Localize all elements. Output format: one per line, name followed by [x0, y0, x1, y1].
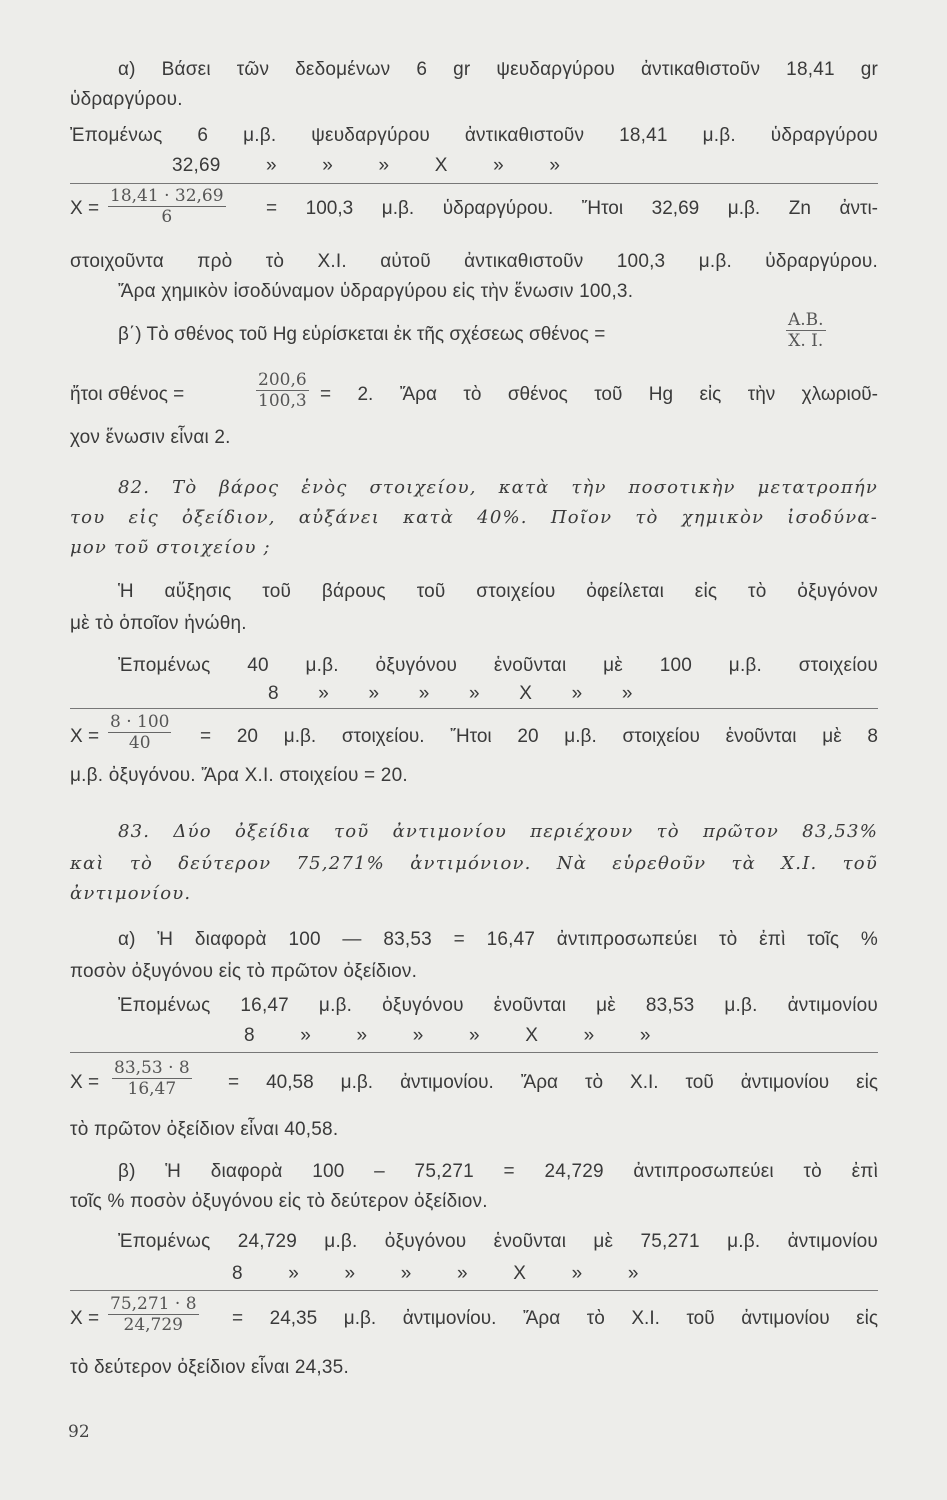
- numerator: 8 · 100: [110, 712, 170, 732]
- text-line: Ἐπομένως 40 μ.β. ὀξυγόνου ἑνοῦνται μὲ 100 μ.β. στοιχείου: [118, 655, 878, 676]
- numerator: 75,271 · 8: [110, 1294, 197, 1314]
- x-equals: X =: [70, 1072, 100, 1093]
- text-line: Ἐπομένως 6 μ.β. ψευδαργύρου ἀντικαθιστοῦν 18,41 μ.β. ὑδραργύρου: [70, 125, 878, 146]
- text-line: = 100,3 μ.β. ὑδραργύρου. Ἤτοι 32,69 μ.β. Zn ἀντι-: [266, 198, 878, 219]
- proportion-line: 32,69 » » » X » »: [172, 155, 561, 176]
- problem-82-title: 82. Τὸ βάρος ἑνὸς στοιχείου, κατὰ τὴν ποσοτικὴν μετατροπήν: [118, 477, 878, 498]
- page-number: 92: [68, 1422, 90, 1442]
- fraction: [256, 370, 309, 411]
- denominator: 40: [108, 732, 171, 753]
- problem-83-title: ἀντιμονίου.: [70, 883, 192, 904]
- denominator: 24,729: [108, 1314, 199, 1335]
- x-equals: X =: [70, 198, 100, 219]
- proportion-line: 8 » » » » X » »: [268, 683, 633, 704]
- problem-82-title: μον τοῦ στοιχείου ;: [70, 537, 271, 558]
- denominator: Χ. Ι.: [786, 330, 826, 351]
- divider: [70, 183, 878, 184]
- proportion-line: 8 » » » » X » »: [232, 1263, 639, 1284]
- proportion-line: 8 » » » » X » »: [244, 1025, 651, 1046]
- text-line: α) Βάσει τῶν δεδομένων 6 gr ψευδαργύρου ἀντικαθιστοῦν 18,41 gr: [118, 59, 878, 80]
- fraction: [108, 186, 226, 227]
- text-line: Ἐπομένως 16,47 μ.β. ὀξυγόνου ἑνοῦνται μὲ 83,53 μ.β. ἀντιμονίου: [118, 995, 878, 1016]
- text-line: ὑδραργύρου.: [70, 89, 183, 110]
- text-line: = 24,35 μ.β. ἀντιμονίου. Ἄρα τὸ X.I. τοῦ ἀντιμονίου εἰς: [232, 1308, 878, 1329]
- numerator: 18,41 · 32,69: [110, 186, 224, 206]
- problem-82-title: του εἰς ὀξείδιον, αὐξάνει κατὰ 40%. Ποῖον τὸ χημικὸν ἰσοδύνα-: [70, 507, 878, 528]
- x-equals: X =: [70, 726, 100, 747]
- text-line: τὸ δεύτερον ὀξείδιον εἶναι 24,35.: [70, 1357, 349, 1378]
- fraction: [786, 310, 826, 351]
- text-line: τοῖς % ποσὸν ὀξυγόνου εἰς τὸ δεύτερον ὀξείδιον.: [70, 1191, 488, 1212]
- problem-83-title: καὶ τὸ δεύτερον 75,271% ἀντιμόνιον. Νὰ εὑρεθοῦν τὰ X.I. τοῦ: [70, 853, 878, 874]
- denominator: 100,3: [258, 391, 307, 411]
- text-line: = 2. Ἄρα τὸ σθένος τοῦ Hg εἰς τὴν χλωριοῦ-: [320, 384, 878, 405]
- text-line: Ἐπομένως 24,729 μ.β. ὀξυγόνου ἑνοῦνται μὲ 75,271 μ.β. ἀντιμονίου: [118, 1231, 878, 1252]
- text-line: Ἡ αὔξησις τοῦ βάρους τοῦ στοιχείου ὀφείλεται εἰς τὸ ὀξυγόνον: [118, 581, 878, 602]
- text-line: β) Ἡ διαφορὰ 100 – 75,271 = 24,729 ἀντιπροσωπεύει τὸ ἐπὶ: [118, 1161, 878, 1182]
- text-line: μ.β. ὀξυγόνου. Ἄρα X.I. στοιχείου = 20.: [70, 765, 408, 786]
- text-line: α) Ἡ διαφορὰ 100 — 83,53 = 16,47 ἀντιπροσωπεύει τὸ ἐπὶ τοῖς %: [118, 929, 878, 950]
- numerator: 83,53 · 8: [114, 1058, 190, 1078]
- text-line: = 40,58 μ.β. ἀντιμονίου. Ἄρα τὸ X.I. τοῦ ἀντιμονίου εἰς: [228, 1072, 878, 1093]
- text-line: β΄) Τὸ σθένος τοῦ Hg εὑρίσκεται ἐκ τῆς σχέσεως σθένος =: [118, 324, 606, 345]
- text-line: μὲ τὸ ὁποῖον ἡνώθη.: [70, 613, 247, 634]
- x-equals: X =: [70, 1308, 100, 1329]
- text-line: ἤτοι σθένος =: [70, 384, 185, 405]
- fraction: [112, 1058, 192, 1099]
- divider: [70, 1290, 878, 1291]
- fraction: [108, 712, 171, 753]
- text-line: = 20 μ.β. στοιχείου. Ἤτοι 20 μ.β. στοιχείου ἑνοῦνται μὲ 8: [200, 726, 878, 747]
- divider: [70, 708, 878, 709]
- denominator: 16,47: [112, 1078, 192, 1099]
- divider: [70, 1052, 878, 1053]
- text-line: ποσὸν ὀξυγόνου εἰς τὸ πρῶτον ὀξείδιον.: [70, 961, 418, 982]
- text-line: τὸ πρῶτον ὀξείδιον εἶναι 40,58.: [70, 1119, 339, 1140]
- text-line: χον ἕνωσιν εἶναι 2.: [70, 427, 231, 448]
- text-line: Ἄρα χημικὸν ἰσοδύναμον ὑδραργύρου εἰς τὴν ἕνωσιν 100,3.: [118, 281, 634, 302]
- text-line: στοιχοῦντα πρὸ τὸ X.I. αὐτοῦ ἀντικαθιστοῦν 100,3 μ.β. ὑδραργύρου.: [70, 251, 878, 272]
- problem-83-title: 83. Δύο ὀξείδια τοῦ ἀντιμονίου περιέχουν τὸ πρῶτον 83,53%: [118, 821, 878, 842]
- numerator: Α.Β.: [788, 310, 824, 330]
- denominator: 6: [108, 206, 226, 227]
- fraction: [108, 1294, 199, 1335]
- numerator: 200,6: [258, 370, 307, 390]
